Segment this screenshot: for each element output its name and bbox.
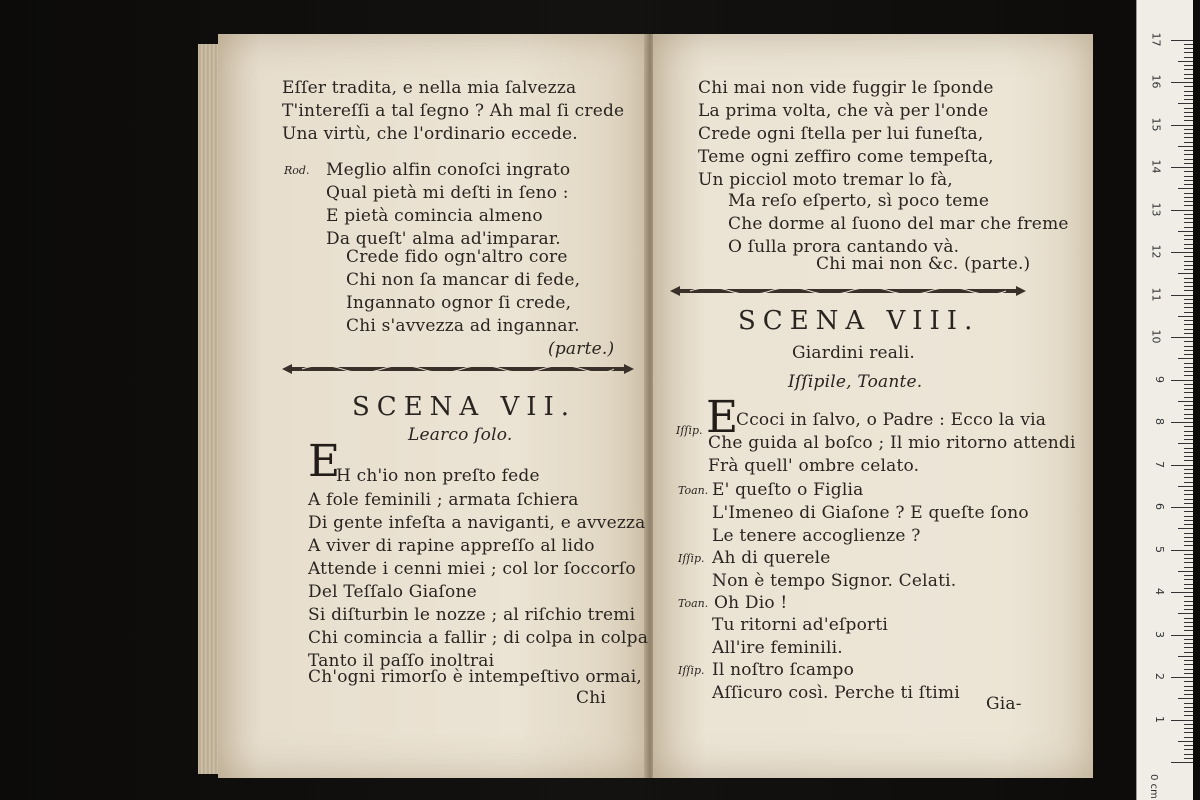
text-line: Un picciol moto tremar lo fà, bbox=[698, 170, 953, 190]
text-line: Del Teſſalo Giaſone bbox=[308, 582, 477, 602]
ruler-number: 11 bbox=[1149, 287, 1163, 301]
speaker-label: Iſſip. bbox=[676, 424, 703, 437]
ruler-tick bbox=[1178, 146, 1193, 147]
scena-subtitle: Learco ſolo. bbox=[408, 425, 513, 445]
ruler-tick bbox=[1171, 550, 1193, 551]
ruler-tick bbox=[1184, 227, 1193, 228]
ruler-tick bbox=[1184, 341, 1193, 342]
ruler-tick bbox=[1184, 69, 1193, 70]
ruler-tick bbox=[1184, 618, 1193, 619]
ruler-tick bbox=[1184, 707, 1193, 708]
ruler-tick bbox=[1184, 384, 1193, 385]
ruler-tick bbox=[1184, 397, 1193, 398]
ruler-tick bbox=[1184, 562, 1193, 563]
ruler-tick bbox=[1184, 448, 1193, 449]
ruler-tick bbox=[1184, 754, 1193, 755]
scena-location: Giardini reali. bbox=[792, 343, 915, 363]
ruler-number: 5 bbox=[1153, 545, 1166, 553]
ruler-tick bbox=[1171, 337, 1193, 338]
ruler-tick bbox=[1184, 499, 1193, 500]
ruler-tick bbox=[1184, 664, 1193, 665]
ruler-tick bbox=[1184, 44, 1193, 45]
ruler-tick bbox=[1178, 188, 1193, 189]
ruler-tick bbox=[1184, 307, 1193, 308]
text-line: Chi comincia a fallir ; di colpa in colpa bbox=[308, 628, 649, 648]
ruler-tick bbox=[1184, 193, 1193, 194]
text-line: E pietà comincia almeno bbox=[326, 206, 543, 226]
ruler-tick bbox=[1184, 278, 1193, 279]
ruler-tick bbox=[1178, 571, 1193, 572]
ruler-tick bbox=[1184, 116, 1193, 117]
ruler-tick bbox=[1178, 231, 1193, 232]
text-line: Eſſer tradita, e nella mia ſalvezza bbox=[282, 78, 577, 98]
ruler-tick bbox=[1184, 703, 1193, 704]
text-line: Aſſicuro così. Perche ti ſtimi bbox=[712, 683, 960, 703]
ruler-tick bbox=[1184, 99, 1193, 100]
ruler-tick bbox=[1184, 354, 1193, 355]
ruler-tick bbox=[1178, 358, 1193, 359]
ruler-tick bbox=[1184, 541, 1193, 542]
ruler-tick bbox=[1184, 545, 1193, 546]
ruler-tick bbox=[1178, 698, 1193, 699]
text-line: A viver di rapine appreſſo al lido bbox=[308, 536, 595, 556]
ruler-number: 13 bbox=[1149, 202, 1163, 216]
ruler-tick bbox=[1184, 503, 1193, 504]
ruler-tick bbox=[1184, 643, 1193, 644]
ruler-tick bbox=[1184, 91, 1193, 92]
ruler-tick bbox=[1171, 125, 1193, 126]
text-line: Ma reſo eſperto, sì poco teme bbox=[728, 191, 990, 211]
ruler-tick bbox=[1178, 316, 1193, 317]
ruler-tick bbox=[1184, 469, 1193, 470]
text-line: Ah di querele bbox=[712, 548, 831, 568]
ruler-number: 14 bbox=[1149, 159, 1163, 174]
measuring-ruler bbox=[1136, 0, 1193, 800]
ruler-tick bbox=[1184, 567, 1193, 568]
text-line: Ccoci in ſalvo, o Padre : Ecco la via bbox=[736, 410, 1047, 430]
ruler-tick bbox=[1171, 295, 1193, 296]
ruler-tick bbox=[1184, 150, 1193, 151]
ruler-tick bbox=[1184, 490, 1193, 491]
ruler-tick bbox=[1184, 652, 1193, 653]
ruler-tick bbox=[1178, 443, 1193, 444]
speaker-label: Toan. bbox=[678, 484, 709, 497]
ruler-tick bbox=[1184, 728, 1193, 729]
text-line: L'Imeneo di Giaſone ? E queſte ſono bbox=[712, 503, 1029, 523]
ruler-tick bbox=[1184, 48, 1193, 49]
ruler-tick bbox=[1184, 694, 1193, 695]
drop-cap: E bbox=[308, 436, 341, 487]
ruler-tick bbox=[1178, 656, 1193, 657]
ruler-tick bbox=[1184, 477, 1193, 478]
ruler-number: 6 bbox=[1153, 503, 1166, 510]
ruler-tick bbox=[1171, 507, 1193, 508]
ruler-tick bbox=[1184, 605, 1193, 606]
ruler-tick bbox=[1184, 248, 1193, 249]
ruler-tick bbox=[1178, 61, 1193, 62]
ruler-tick bbox=[1184, 579, 1193, 580]
text-line: Tanto il paſſo inoltrai bbox=[308, 651, 495, 671]
ruler-tick bbox=[1171, 380, 1193, 381]
ruler-tick bbox=[1171, 167, 1193, 168]
text-line: Il noſtro ſcampo bbox=[712, 660, 855, 680]
ruler-number: 10 bbox=[1149, 329, 1163, 344]
ruler-tick bbox=[1184, 303, 1193, 304]
ruler-tick bbox=[1184, 392, 1193, 393]
ruler-tick bbox=[1184, 180, 1193, 181]
ruler-tick bbox=[1184, 511, 1193, 512]
ruler-tick bbox=[1184, 626, 1193, 627]
text-line: Oh Dio ! bbox=[714, 593, 788, 613]
ruler-tick bbox=[1184, 95, 1193, 96]
ruler-tick bbox=[1184, 265, 1193, 266]
text-line: Teme ogni zeffiro come tempeſta, bbox=[698, 147, 994, 167]
ruler-tick bbox=[1184, 176, 1193, 177]
ruler-number: 15 bbox=[1149, 117, 1163, 131]
speaker-label: Iſſip. bbox=[678, 552, 705, 565]
text-line: Le tenere accoglienze ? bbox=[712, 526, 921, 546]
ruler-tick bbox=[1184, 647, 1193, 648]
ruler-tick bbox=[1184, 388, 1193, 389]
drop-cap: E bbox=[706, 392, 739, 443]
ruler-tick bbox=[1171, 720, 1193, 721]
ruler-tick bbox=[1171, 592, 1193, 593]
ruler-tick bbox=[1178, 613, 1193, 614]
text-line: Tu ritorni ad'eſporti bbox=[712, 615, 888, 635]
text-line: All'ire feminili. bbox=[712, 638, 843, 658]
ruler-tick bbox=[1184, 669, 1193, 670]
ruler-tick bbox=[1184, 286, 1193, 287]
ruler-tick bbox=[1184, 290, 1193, 291]
aria-line: Chi s'avvezza ad ingannar. bbox=[346, 316, 580, 336]
ruler-tick bbox=[1184, 533, 1193, 534]
ruler-tick bbox=[1184, 630, 1193, 631]
ruler-tick bbox=[1184, 329, 1193, 330]
ruler-tick bbox=[1184, 78, 1193, 79]
text-line: O ſulla prora cantando và. bbox=[728, 237, 960, 257]
ruler-tick bbox=[1184, 622, 1193, 623]
ruler-tick bbox=[1184, 431, 1193, 432]
ruler-tick bbox=[1184, 239, 1193, 240]
ruler-tick bbox=[1184, 690, 1193, 691]
stage-direction: (parte.) bbox=[548, 339, 615, 359]
ruler-tick bbox=[1184, 52, 1193, 53]
ruler-tick bbox=[1184, 435, 1193, 436]
ruler-number: 9 bbox=[1153, 375, 1166, 383]
aria-line: Chi non ſa mancar di fede, bbox=[346, 270, 581, 290]
ruler-tick bbox=[1184, 205, 1193, 206]
ruler-tick bbox=[1184, 312, 1193, 313]
ruler-tick bbox=[1184, 409, 1193, 410]
text-line: Che guida al boſco ; Il mio ritorno attendi bbox=[708, 433, 1076, 453]
ruler-tick bbox=[1171, 82, 1193, 83]
ruler-tick bbox=[1184, 112, 1193, 113]
ruler-tick bbox=[1184, 482, 1193, 483]
aria-line: Crede fido ogn'altro core bbox=[346, 247, 568, 267]
ruler-tick bbox=[1184, 137, 1193, 138]
ruler-tick bbox=[1184, 575, 1193, 576]
ruler-tick bbox=[1184, 222, 1193, 223]
ruler-tick bbox=[1184, 588, 1193, 589]
catchword: Gia- bbox=[986, 694, 1022, 714]
ruler-tick bbox=[1184, 609, 1193, 610]
ruler-tick bbox=[1171, 252, 1193, 253]
ruler-tick bbox=[1184, 333, 1193, 334]
text-line: Non è tempo Signor. Celati. bbox=[712, 571, 957, 591]
ruler-tick bbox=[1184, 711, 1193, 712]
ruler-tick bbox=[1184, 256, 1193, 257]
ruler-tick bbox=[1184, 732, 1193, 733]
text-line: Attende i cenni miei ; col lor ſoccorſo bbox=[308, 559, 636, 579]
text-line: H ch'io non preſto fede bbox=[336, 466, 540, 486]
ruler-number: 16 bbox=[1149, 74, 1163, 89]
ruler-tick bbox=[1184, 456, 1193, 457]
ruler-tick bbox=[1178, 273, 1193, 274]
ruler-tick bbox=[1178, 103, 1193, 104]
ruler-number: 1 bbox=[1153, 715, 1166, 723]
ruler-tick bbox=[1184, 282, 1193, 283]
text-line: Crede ogni ſtella per lui funeſta, bbox=[698, 124, 984, 144]
ruler-tick bbox=[1178, 528, 1193, 529]
ruler-tick bbox=[1184, 686, 1193, 687]
ruler-tick bbox=[1171, 762, 1193, 763]
ruler-tick bbox=[1184, 639, 1193, 640]
ruler-tick bbox=[1184, 554, 1193, 555]
ruler-tick bbox=[1184, 584, 1193, 585]
catchword: Chi bbox=[576, 688, 606, 708]
ruler-unit: 0 cm bbox=[1147, 774, 1159, 799]
text-line: Da queſt' alma ad'imparar. bbox=[326, 229, 561, 249]
ruler-tick bbox=[1184, 184, 1193, 185]
ruler-tick bbox=[1184, 673, 1193, 674]
ruler-tick bbox=[1184, 218, 1193, 219]
ruler-number: 8 bbox=[1153, 418, 1166, 425]
ruler-tick bbox=[1184, 749, 1193, 750]
ruler-tick bbox=[1171, 677, 1193, 678]
ruler-tick bbox=[1184, 758, 1193, 759]
ruler-number: 12 bbox=[1149, 244, 1163, 259]
ruler-number: 7 bbox=[1153, 460, 1166, 468]
text-line: T'intereſſi a tal ſegno ? Ah mal ſi crede bbox=[282, 101, 625, 121]
ruler-tick bbox=[1184, 558, 1193, 559]
text-line: Che dorme al ſuono del mar che freme bbox=[728, 214, 1069, 234]
ruler-tick bbox=[1178, 741, 1193, 742]
speaker-label: Iſſip. bbox=[678, 664, 705, 677]
ruler-tick bbox=[1184, 596, 1193, 597]
ruler-tick bbox=[1184, 460, 1193, 461]
aria-line: Ingannato ognor ſi crede, bbox=[346, 293, 572, 313]
ruler-tick bbox=[1184, 324, 1193, 325]
ruler-tick bbox=[1184, 426, 1193, 427]
ornament-rule bbox=[670, 284, 1026, 298]
ruler-tick bbox=[1171, 422, 1193, 423]
ruler-number: 3 bbox=[1153, 630, 1166, 638]
ruler-tick bbox=[1184, 86, 1193, 87]
ornament-rule bbox=[282, 362, 634, 376]
ruler-tick bbox=[1178, 486, 1193, 487]
ruler-tick bbox=[1184, 405, 1193, 406]
ruler-tick bbox=[1184, 154, 1193, 155]
ruler-tick bbox=[1184, 108, 1193, 109]
ruler-tick bbox=[1184, 163, 1193, 164]
ruler-tick bbox=[1184, 524, 1193, 525]
text-line: La prima volta, che và per l'onde bbox=[698, 101, 989, 121]
ruler-tick bbox=[1184, 133, 1193, 134]
scena-title: SCENA VIII. bbox=[738, 306, 980, 336]
ruler-tick bbox=[1184, 724, 1193, 725]
ruler-tick bbox=[1171, 40, 1193, 41]
text-line: Frà quell' ombre celato. bbox=[708, 456, 920, 476]
text-line: Qual pietà mi deſti in ſeno : bbox=[326, 183, 569, 203]
ruler-tick bbox=[1184, 537, 1193, 538]
ruler-tick bbox=[1184, 171, 1193, 172]
ruler-tick bbox=[1184, 660, 1193, 661]
text-line: Meglio alfin conoſci ingrato bbox=[326, 160, 571, 180]
scena-characters: Iſſipile, Toante. bbox=[788, 372, 923, 392]
ruler-tick bbox=[1184, 129, 1193, 130]
ruler-tick bbox=[1184, 516, 1193, 517]
ruler-tick bbox=[1184, 375, 1193, 376]
ruler-number: 4 bbox=[1153, 588, 1166, 595]
speaker-label: Rod. bbox=[284, 164, 310, 177]
ruler-tick bbox=[1184, 367, 1193, 368]
ruler-tick bbox=[1184, 299, 1193, 300]
ruler-tick bbox=[1184, 65, 1193, 66]
text-line: Di gente infeſta a naviganti, e avvezza bbox=[308, 513, 646, 533]
ruler-tick bbox=[1184, 320, 1193, 321]
ruler-tick bbox=[1184, 120, 1193, 121]
text-line: Una virtù, che l'ordinario eccede. bbox=[282, 124, 578, 144]
ruler-tick bbox=[1184, 418, 1193, 419]
text-line: Chi mai non vide fuggir le ſponde bbox=[698, 78, 994, 98]
speaker-label: Toan. bbox=[678, 597, 709, 610]
ruler-tick bbox=[1184, 235, 1193, 236]
stage-direction: Chi mai non &c. (parte.) bbox=[816, 254, 1031, 274]
ruler-tick bbox=[1184, 601, 1193, 602]
ruler-tick bbox=[1184, 520, 1193, 521]
scena-title: SCENA VII. bbox=[352, 392, 577, 422]
ruler-tick bbox=[1178, 401, 1193, 402]
ruler-tick bbox=[1184, 142, 1193, 143]
ruler-tick bbox=[1184, 452, 1193, 453]
text-line: Si diſturbin le nozze ; al riſchio tremi bbox=[308, 605, 636, 625]
ruler-tick bbox=[1184, 371, 1193, 372]
ruler-tick bbox=[1184, 201, 1193, 202]
ruler-tick bbox=[1184, 681, 1193, 682]
text-line: E' queſto o Figlia bbox=[712, 480, 864, 500]
text-line: Ch'ogni rimorſo è intempeſtivo ormai, bbox=[308, 667, 642, 687]
ruler-tick bbox=[1184, 197, 1193, 198]
ruler-tick bbox=[1184, 414, 1193, 415]
ruler-tick bbox=[1184, 57, 1193, 58]
ruler-tick bbox=[1184, 350, 1193, 351]
text-line: A fole feminili ; armata ſchiera bbox=[308, 490, 579, 510]
ruler-tick bbox=[1184, 737, 1193, 738]
ruler-tick bbox=[1184, 74, 1193, 75]
ruler-tick bbox=[1184, 346, 1193, 347]
ruler-tick bbox=[1184, 244, 1193, 245]
ruler-tick bbox=[1184, 159, 1193, 160]
ruler-number: 17 bbox=[1149, 32, 1163, 46]
ruler-number: 2 bbox=[1153, 673, 1166, 680]
ruler-tick bbox=[1171, 210, 1193, 211]
ruler-tick bbox=[1171, 635, 1193, 636]
ruler-tick bbox=[1184, 439, 1193, 440]
ruler-tick bbox=[1184, 269, 1193, 270]
ruler-tick bbox=[1184, 363, 1193, 364]
ruler-tick bbox=[1184, 473, 1193, 474]
ruler-tick bbox=[1184, 715, 1193, 716]
ruler-tick bbox=[1184, 745, 1193, 746]
ruler-tick bbox=[1184, 494, 1193, 495]
ruler-tick bbox=[1184, 261, 1193, 262]
ruler-tick bbox=[1171, 465, 1193, 466]
ruler-tick bbox=[1184, 214, 1193, 215]
